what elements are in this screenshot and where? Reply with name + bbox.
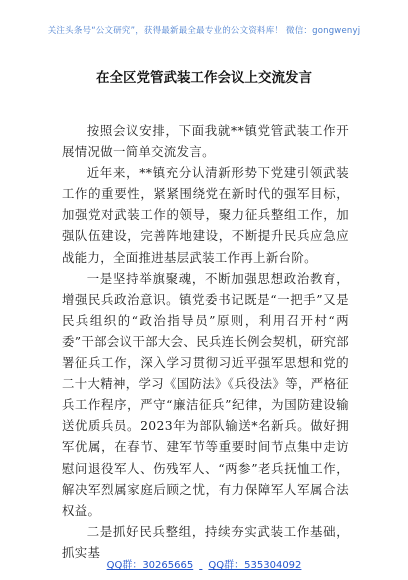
paragraph-point-one: 一是坚持举旗聚魂，不断加强思想政治教育，增强民兵政治意识。镇党委书记既是“一把手”又是民兵组织的“政治指导员”原则，利用召开村“两委”干部会议干部大会、民兵连长例会契机，研究部署征兵工作，深入学习贯彻习近平强军思想和党的二十大精神，学习《国防法》《兵役法》等，严格征兵工作程序，严守“廉洁征兵”纪律，为国防建设输送优质兵员。2023年为部队输送*名新兵。做好拥军优属，在春节、建军节等重要时间节点集中走访慰问退役军人、伤残军人、“两参”老兵抚恤工作，解决军烈属家庭后顾之忧，有力保障军人军属合法权益。 [62,270,349,518]
qq-group-link-1[interactable]: QQ群：30265665 [106,560,194,571]
paragraph-intro: 按照会议安排，下面我就**镇党管武装工作开展情况做一简单交流发言。 [62,123,349,160]
footer-contacts [0,556,408,571]
qq-group-link-2[interactable]: QQ群：535304092 [208,560,302,571]
paragraph-point-two: 二是抓好民兵整组，持续夯实武装工作基础，抓实基 [62,523,349,560]
document-title: 在全区党管武装工作会议上交流发言 [96,70,312,86]
paragraph-overview: 近年来，**镇充分认清新形势下党建引领武装工作的重要性，紧紧围绕党在新时代的强军目标，加强党对武装工作的领导，聚力征兵整组工作，加强队伍建设，完善阵地建设，不断提升民兵应急应战能力，全面推进基层武装工作再上新台阶。 [62,165,349,265]
header-banner: 关注头条号“公文研究”，获得最新最全最专业的公文资料库！ 微信：gongwenyj [47,26,361,36]
document-body [62,120,349,563]
